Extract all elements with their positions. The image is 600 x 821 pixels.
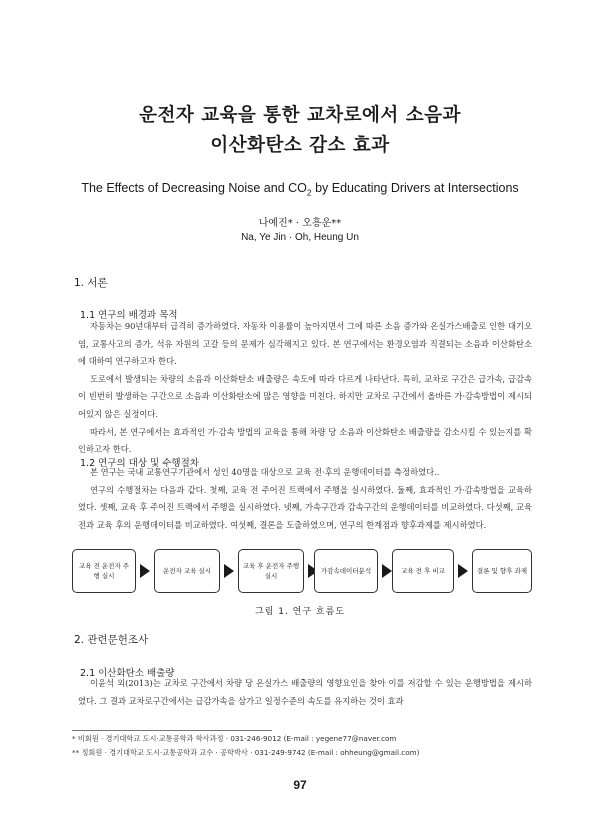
footnote-2: ** 정회원 · 경기대학교 도시·교통공학과 교수 · 공학박사 · 031-249-9742 (E-mail : ohheung@gmail.com) xyxy=(72,748,420,757)
section-2-1-body xyxy=(78,675,532,710)
figure-caption: 그림 1. 연구 흐름도 xyxy=(254,607,346,617)
paragraph: 이윤석 외(2013)는 교차로 구간에서 차량 당 온실가스 배출량의 영향요인을 찾아 이를 저감할 수 있는 운행방법을 제시하였다. 그 결과 교차로구간에서는 급감가속을 삼가고 일정수준의 속도를 유지하는 것이 효과 xyxy=(78,678,532,706)
authors-english: Na, Ye Jin · Oh, Heung Un xyxy=(241,232,359,243)
paper-title-line1: 운전자 교육을 통한 교차로에서 소음과 xyxy=(139,105,461,126)
flow-step-1: 교육 전 운전자 주행 실시 xyxy=(72,549,136,593)
flow-step-3: 교육 후 운전자 주행 실시 xyxy=(238,549,304,593)
paragraph: 자동차는 90년대부터 급격히 증가하였다. 자동차 이용률이 높아지면서 그에 따른 소음 증가와 온실가스배출로 인한 대기오염, 교통사고의 증가, 석유 자원의 고갈 등의 문제가 심각해지고 있다. 본 연구에서는 환경오염과 직결되는 소음과 이산화탄소에 대하여 연구하고자 한다. xyxy=(78,321,532,367)
paragraph: 도로에서 발생되는 차량의 소음과 이산화탄소 배출량은 속도에 따라 다르게 나타난다. 특히, 교차로 구간은 급가속, 급감속이 빈번히 발생하는 구간으로 소음과 이산화탄소에 많은 영향을 미친다. 하지만 교차로 구간에서 올바른 가·감속방법이 제시되어있지 않은 실정이다. xyxy=(78,373,532,419)
section-2-heading: 2. 관련문헌조사 xyxy=(74,634,149,646)
section-1-2-body xyxy=(78,464,532,534)
section-1-1-body xyxy=(78,318,532,459)
footnote-divider xyxy=(72,730,272,731)
section-2-1-heading: 2.1 이산화탄소 배출량 xyxy=(80,668,175,679)
english-title: The Effects of Decreasing Noise and $CO_2$ by Educating Drivers at Intersections xyxy=(81,181,519,198)
flow-step-4: 가감속데이터분석 xyxy=(314,549,378,593)
paragraph: 본 연구는 국내 교통연구기관에서 성인 40명을 대상으로 교육 전·후의 운행데이터를 측정하였다.. xyxy=(90,467,440,477)
paragraph: 연구의 수행절차는 다음과 같다. 첫째, 교육 전 주어진 트랙에서 주행을 실시하였다. 둘째, 효과적인 가·감속방법을 교육하였다. 셋째, 교육 후 주어진 트랙에서 주행을 실시하였다. 넷째, 가속구간과 감속구간의 운행데이터를 비교하였다. 다섯째, 교육 전과 교육 후의 운행데이터를 비교하였다. 여섯째, 결론을 도출하였으며, 연구의 한계점과 향후과제를 제시하였다. xyxy=(78,484,532,530)
research-flowchart xyxy=(72,549,532,593)
page-number: 97 xyxy=(293,778,307,792)
paragraph: 따라서, 본 연구에서는 효과적인 가·감속 방법의 교육을 통해 차량 당 소음과 이산화탄소 배출량을 감소시킬 수 있는지를 확인하고자 한다. xyxy=(78,426,532,455)
arrow-icon xyxy=(382,564,392,578)
arrow-icon xyxy=(458,564,468,578)
paper-title-line2: 이산화탄소 감소 효과 xyxy=(210,135,390,156)
arrow-icon xyxy=(224,564,234,578)
footnote-1: * 비회원 · 경기대학교 도시·교통공학과 학사과정 · 031-246-9012 (E-mail : yegene77@naver.com xyxy=(72,734,397,743)
section-1-heading: 1. 서론 xyxy=(74,277,108,289)
section-1-2-heading: 1.2 연구의 대상 및 수행절차 xyxy=(80,458,199,469)
flow-step-5: 교육 전 후 비교 xyxy=(392,549,454,593)
flow-step-2: 운전자 교육 실시 xyxy=(154,549,220,593)
authors-korean: 나예진* · 오흥운** xyxy=(258,218,342,229)
flow-step-6: 결론 및 향후 과제 xyxy=(472,549,532,593)
section-1-1-heading: 1.1 연구의 배경과 목적 xyxy=(80,310,178,321)
arrow-icon xyxy=(140,564,150,578)
